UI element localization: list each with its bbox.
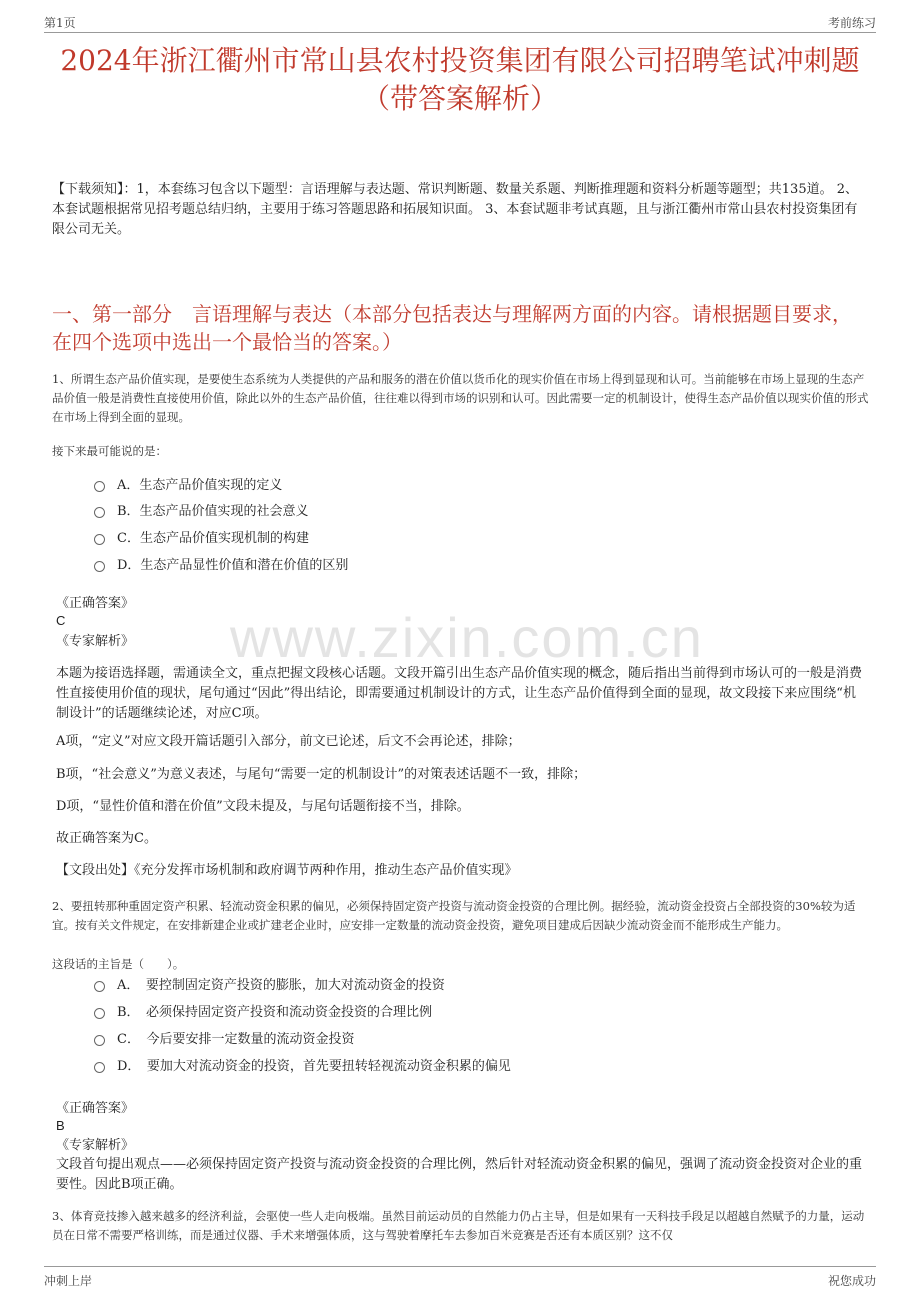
q2-question: 这段话的主旨是（ ）。 xyxy=(52,957,185,971)
q2-stem: 2、要扭转那种重固定资产积累、轻流动资金积累的偏见，必须保持固定资产投资与流动资金投资的合理比例。据经验，流动资金投资占全部投资的30%较为适宜。按有关文件规定，在安排新建企业或扩建老企业时，应安排一定数量的流动资金投资，避免项目建成后因缺少流动资金而不能形成生产能力。 xyxy=(52,899,856,932)
q1-answer: C xyxy=(56,613,66,628)
q1-option-d[interactable] xyxy=(94,556,348,576)
footer-right: 祝您成功 xyxy=(827,1274,876,1288)
q1-question: 接下来最可能说的是： xyxy=(52,444,167,458)
q1-answer-label: 《正确答案》 xyxy=(56,596,135,611)
option-label: C． 今后要安排一定数量的流动资金投资 xyxy=(117,1032,355,1047)
section-heading: 一、第一部分 言语理解与表达（本部分包括表达与理解两方面的内容。请根据题目要求，在四个选项中选出一个最恰当的答案。） xyxy=(52,302,852,354)
header-right-label: 考前练习 xyxy=(827,16,876,30)
q1-stem: 1、所谓生态产品价值实现，是要使生态系统为人类提供的产品和服务的潜在价值以货币化的现实价值在市场上得到显现和认可。当前能够在市场上显现的生态产品价值一般是消费性直接使用价值，除此以外的生态产品价值，往往难以得到市场的识别和认可。因此需要一定的机制设计，使得生态产品价值以现实价值的形式在市场上得到全面的显现。 xyxy=(52,372,869,424)
q2-option-b[interactable] xyxy=(94,1003,432,1023)
radio-icon[interactable] xyxy=(94,981,105,992)
radio-icon[interactable] xyxy=(94,1062,105,1073)
q3-stem: 3、体育竞技掺入越来越多的经济利益，会驱使一些人走向极端。虽然目前运动员的自然能力仍占主导，但是如果有一天科技手段足以超越自然赋予的力量，运动员在日常不需要严格训练，而是通过仪器、手术来增强体质，这与驾驶着摩托车去参加百米竞赛是否还有本质区别？这不仅 xyxy=(52,1209,865,1242)
q1-note-b: B项，“社会意义”为意义表述，与尾句“需要一定的机制设计”的对策表述话题不一致，排除； xyxy=(56,767,587,782)
q1-option-a[interactable] xyxy=(94,476,282,496)
q2-option-c[interactable] xyxy=(94,1030,354,1050)
option-label: B． 必须保持固定资产投资和流动资金投资的合理比例 xyxy=(117,1005,433,1020)
radio-icon[interactable] xyxy=(94,1008,105,1019)
q1-option-b[interactable] xyxy=(94,502,309,522)
option-label: A．生态产品价值实现的定义 xyxy=(117,478,283,493)
option-label: C．生态产品价值实现机制的构建 xyxy=(117,531,309,546)
download-notice: 【下载须知】：1，本套练习包含以下题型：言语理解与表达题、常识判断题、数量关系题、判断推理题和资料分析题等题型；共135道。 2、本套试题根据常见招考题总结归纳，主要用于练习答题思路和拓展知识面。 3、本套试题非考试真题，且与浙江衢州市常山县农村投资集团有限公司无关。 xyxy=(52,182,858,237)
radio-icon[interactable] xyxy=(94,507,105,518)
q2-analysis-label: 《专家解析》 xyxy=(56,1138,135,1153)
option-label: D．生态产品显性价值和潜在价值的区别 xyxy=(117,558,349,573)
option-label: A． 要控制固定资产投资的膨胀，加大对流动资金的投资 xyxy=(117,978,445,993)
q2-option-a[interactable] xyxy=(94,976,445,996)
footer-left: 冲刺上岸 xyxy=(44,1274,93,1288)
q2-answer-label: 《正确答案》 xyxy=(56,1101,135,1116)
q2-analysis: 文段首句提出观点——必须保持固定资产投资与流动资金投资的合理比例，然后针对轻流动资金积累的偏见，强调了流动资金投资对企业的重要性。因此B项正确。 xyxy=(56,1157,863,1192)
q1-analysis: 本题为接语选择题，需通读全文，重点把握文段核心话题。文段开篇引出生态产品价值实现的概念，随后指出当前得到市场认可的一般是消费性直接使用价值的现状，尾句通过“因此”得出结论，即需要通过机制设计的方式，让生态产品价值得到全面的显现，故文段接下来应围绕“机制设计”的话题继续论述，对应C项。 xyxy=(56,666,863,721)
page-number: 第1页 xyxy=(44,16,76,30)
footer-rule xyxy=(44,1266,876,1267)
q1-note-d: D项，“显性价值和潜在价值”文段未提及，与尾句话题衔接不当，排除。 xyxy=(56,799,470,814)
option-label: B．生态产品价值实现的社会意义 xyxy=(117,504,309,519)
q1-option-c[interactable] xyxy=(94,529,309,549)
watermark: www.zixin.com.cn xyxy=(230,606,704,669)
option-label: D． 要加大对流动资金的投资，首先要扭转轻视流动资金积累的偏见 xyxy=(117,1059,511,1074)
q1-note-a: A项，“定义”对应文段开篇话题引入部分，前文已论述，后文不会再论述，排除； xyxy=(56,734,521,749)
radio-icon[interactable] xyxy=(94,534,105,545)
page-title: 2024年浙江衢州市常山县农村投资集团有限公司招聘笔试冲刺题（带答案解析） xyxy=(60,44,860,115)
q2-option-d[interactable] xyxy=(94,1057,511,1077)
q1-source: 【文段出处】《充分发挥市场机制和政府调节两种作用，推动生态产品价值实现》 xyxy=(56,863,518,878)
q1-analysis-label: 《专家解析》 xyxy=(56,634,135,649)
q2-answer: B xyxy=(56,1118,65,1133)
q1-conclusion: 故正确答案为C。 xyxy=(56,831,157,846)
radio-icon[interactable] xyxy=(94,1035,105,1046)
radio-icon[interactable] xyxy=(94,561,105,572)
radio-icon[interactable] xyxy=(94,481,105,492)
header-rule xyxy=(44,32,876,33)
